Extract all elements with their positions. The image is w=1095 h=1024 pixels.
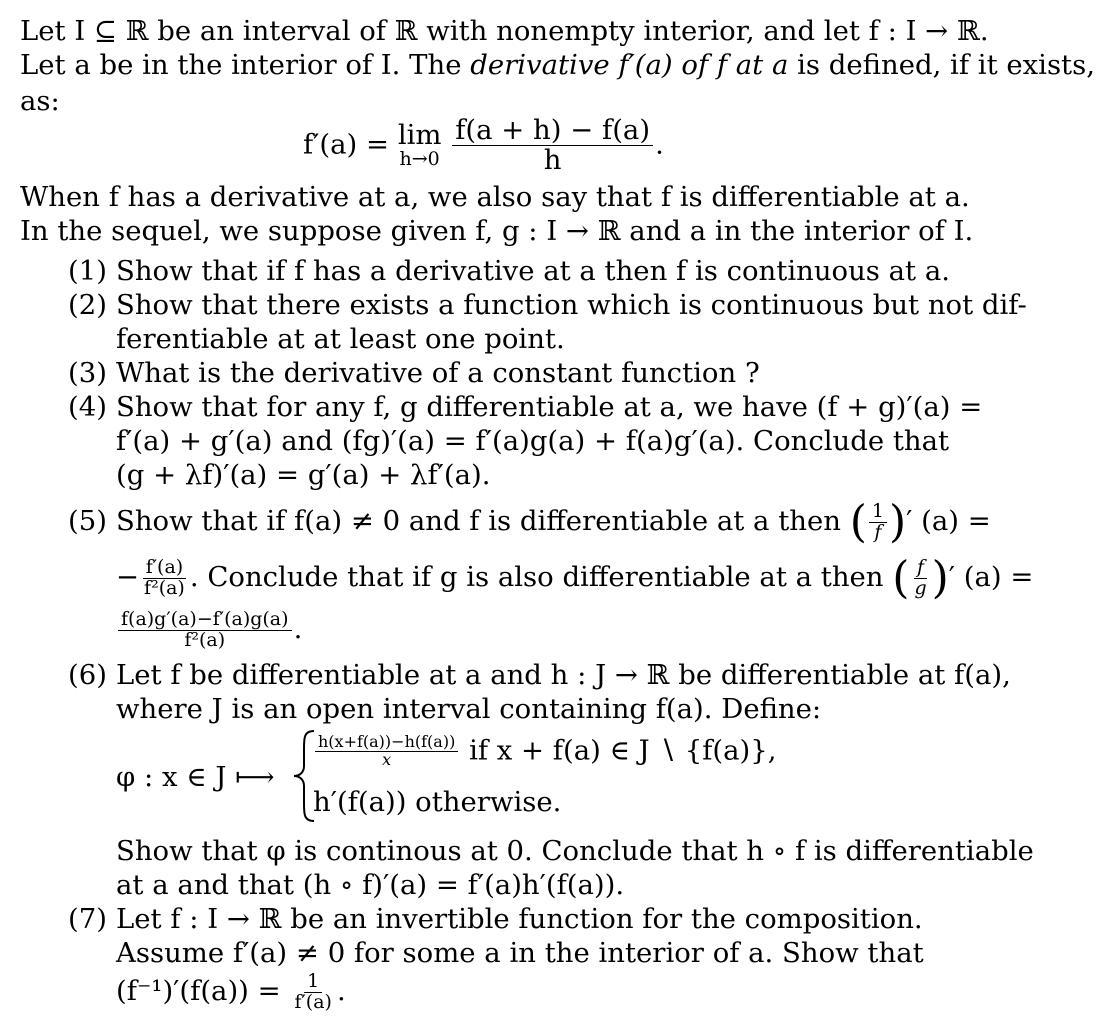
item-6-case-1-frac — [315, 734, 458, 769]
item-6-case-2: h′(f(a)) otherwise. — [313, 786, 562, 818]
intro-line-2c: is defined, if it exists, — [788, 49, 1095, 81]
item-7-text-3: (f⁻¹)′(f(a)) = — [116, 975, 281, 1007]
item-5-paren-open: ( — [849, 496, 867, 548]
item-5-frac-1-den: f — [874, 521, 882, 543]
item-5-frac-1-num: 1 — [869, 502, 887, 523]
item-7-end: . — [336, 975, 346, 1007]
definition-limit — [397, 119, 442, 170]
item-5-text-a: Show that if f(a) ≠ 0 and f is differentiable at a then — [116, 505, 841, 537]
definition-lhs: f′(a) = — [303, 128, 398, 161]
item-6-case-1-cond: if x + f(a) ∈ J ∖ {f(a)}, — [469, 734, 777, 767]
item-5-frac-3-num: f — [914, 558, 927, 579]
item-6-text: Let f be differentiable at a and h : J → ℝ be differentiable at f(a), — [116, 659, 1011, 691]
intro-line-2b: derivative f′(a) of f at a — [470, 49, 789, 81]
item-5-tail-1: (a) = — [921, 505, 991, 537]
item-6-text-2: where J is an open interval containing f(a). Define: — [116, 693, 822, 725]
definition-numerator: f(a + h) − f(a) — [452, 116, 653, 146]
item-2-number: (2) — [68, 289, 107, 321]
intro-line-3: as: — [20, 85, 60, 117]
item-5-minus: − — [116, 561, 140, 593]
item-5-tail-2: (a) = — [963, 561, 1034, 593]
definition-denominator: h — [543, 143, 562, 176]
intro-line-2a: Let a be in the interior of I. The — [20, 49, 471, 81]
item-5-frac-2 — [141, 558, 188, 599]
item-5-frac-4-den: f²(a) — [184, 629, 226, 651]
item-5-frac-4-num: f(a)g′(a)−f′(a)g(a) — [118, 610, 292, 631]
intro-line-2 — [20, 48, 1095, 82]
item-7-frac-num: 1 — [304, 972, 322, 993]
item-6-case-1-den: x — [382, 749, 392, 769]
item-6-text-4: at a and that (h ∘ f)′(a) = f′(a)h′(f(a)). — [116, 869, 625, 901]
intro-line-1: Let I ⊆ ℝ be an interval of ℝ with nonempty interior, and let f : I → ℝ. — [20, 15, 989, 47]
item-5-text-b: . Conclude that if g is also differentiable at a then — [189, 561, 884, 593]
after-line-1: When f has a derivative at a, we also say that f is differentiable at a. — [20, 181, 970, 213]
item-5-paren-close-2: ) — [931, 552, 949, 604]
item-7-number: (7) — [68, 903, 107, 935]
item-5-frac-3 — [911, 558, 929, 599]
item-5-line-3 — [116, 604, 302, 654]
item-6-case-1-num: h(x+f(a))−h(f(a)) — [315, 734, 458, 752]
item-5-frac-4 — [118, 610, 292, 651]
item-7-text-2: Assume f′(a) ≠ 0 for some a in the interior of a. Show that — [116, 937, 924, 969]
item-4-number: (4) — [68, 391, 107, 423]
item-5-line-2: − $\frac{f'(a)}{\text{f²(a)}}$ . Conclude that if g is also differentiable at a then ( $\frac{f}{g}$ )′ (a) = — [116, 552, 1034, 604]
item-7-frac — [291, 972, 335, 1013]
definition-lim: lim — [397, 119, 442, 152]
definition-lim-sub: h→0 — [399, 147, 440, 170]
item-1-text: Show that if f has a derivative at a then f is continuous at a. — [116, 255, 950, 287]
item-1-number: (1) — [68, 255, 107, 287]
item-3-text: What is the derivative of a constant function ? — [116, 357, 760, 389]
item-2-text-2: ferentiable at at least one point. — [116, 323, 565, 355]
after-line-2: In the sequel, we suppose given f, g : I → ℝ and a in the interior of I. — [20, 215, 974, 247]
item-5-frac-3-den: g — [914, 577, 927, 599]
definition-end: . — [655, 128, 664, 161]
item-2-text: Show that there exists a function which is continuous but not dif- — [116, 289, 1027, 321]
item-6-phi: φ : x ∈ J ⟼ — [116, 761, 275, 793]
item-3-number: (3) — [68, 357, 107, 389]
definition-quotient — [452, 116, 653, 175]
item-7-text: Let f : I → ℝ be an invertible function for the composition. — [116, 903, 923, 935]
item-4-text-3: (g + λf)′(a) = g′(a) + λf′(a). — [116, 459, 491, 491]
item-5-paren-open-2: ( — [892, 552, 910, 604]
item-7-line-3 — [116, 966, 346, 1016]
item-5-frac-2-den: f²(a) — [144, 577, 185, 599]
item-5-end: . — [293, 613, 303, 645]
item-7-frac-den: f′(a) — [294, 991, 332, 1013]
item-6-case-1 — [313, 734, 776, 769]
item-5-line-1: Show that if f(a) ≠ 0 and f is differentiable at a then ( $\frac{1}{f}$ )′ (a) = — [116, 496, 991, 548]
item-5-frac-2-num: f′(a) — [143, 558, 187, 579]
item-4-text-2: f′(a) + g′(a) and (fg)′(a) = f′(a)g(a) + f(a)g′(a). Conclude that — [116, 425, 950, 457]
item-4-text: Show that for any f, g differentiable at a, we have (f + g)′(a) = — [116, 391, 983, 423]
derivative-definition — [303, 116, 664, 175]
item-5-number: (5) — [68, 505, 107, 537]
item-5-paren-close: ) — [888, 496, 907, 548]
item-5-frac-1 — [869, 502, 887, 543]
item-6-text-3: Show that φ is continous at 0. Conclude that h ∘ f is differentiable — [116, 835, 1034, 867]
item-6-number: (6) — [68, 659, 107, 691]
